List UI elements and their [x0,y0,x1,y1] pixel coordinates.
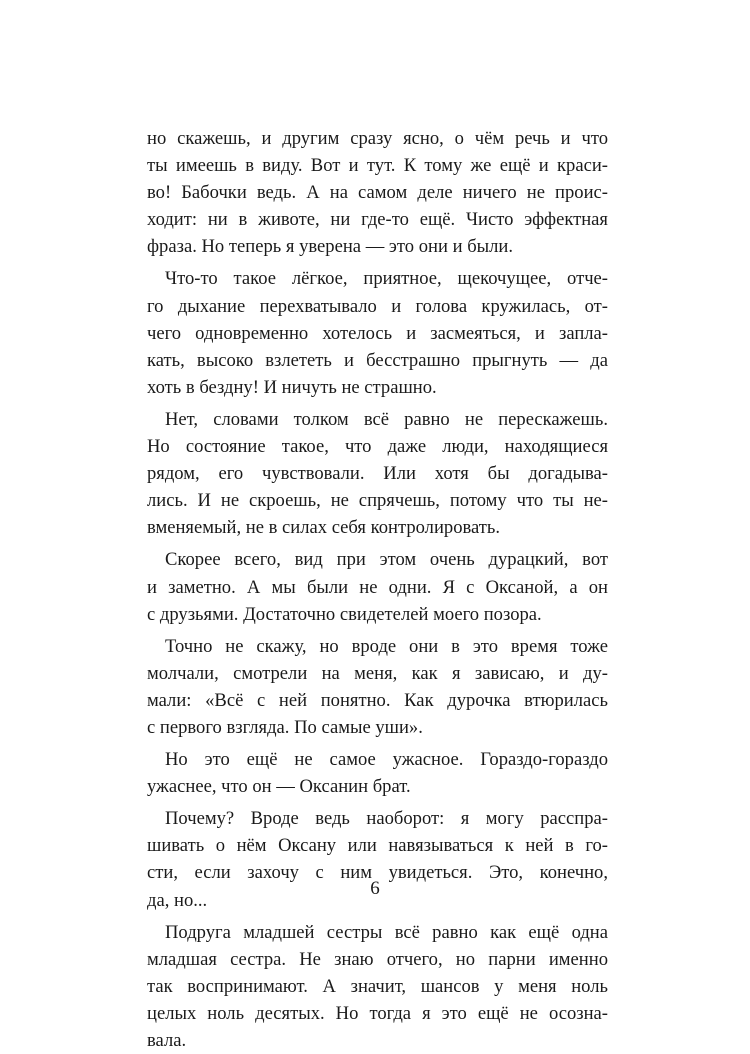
text-line: вменяемый, не в силах себя контролировать. [147,517,501,539]
page-number: 6 [370,878,380,899]
text-line: целых ноль десятых. Но тогда я это ещё не осозна- [147,1002,608,1024]
text-line: Что-то такое лёгкое, приятное, щекочущее, отче- [165,268,608,290]
text-line: ужаснее, что он — Оксанин брат. [147,776,411,798]
text-line: кать, высоко взлететь и бесстрашно прыгнуть — да [147,349,608,371]
text-line: чего одновременно хотелось и засмеяться, и запла- [147,322,608,344]
paragraph [147,546,608,627]
text-line: ты имеешь в виду. Вот и тут. К тому же ещё и краси- [147,155,608,177]
paragraph [147,406,608,541]
text-line: Точно не скажу, но вроде они в это время тоже [165,635,608,657]
text-line: го дыхание перехватывало и голова кружилась, от- [147,295,608,317]
text-line: младшая сестра. Не знаю отчего, но парни именно [147,948,608,970]
text-line: и заметно. А мы были не одни. Я с Оксаной, а он [147,576,608,598]
text-line: так воспринимают. А значит, шансов у меня ноль [147,975,608,997]
text-line: лись. И не скроешь, не спрячешь, потому что ты не- [147,490,608,512]
text-line: с первого взгляда. По самые уши». [147,716,423,738]
text-line: сти, если захочу с ним увидеться. Это, конечно, [147,862,608,884]
paragraph [147,125,608,260]
paragraph [147,633,608,741]
text-line: вала. [147,1030,187,1051]
text-line: хоть в бездну! И ничуть не страшно. [147,376,437,398]
text-line: Но это ещё не самое ужасное. Гораздо-гораздо [165,749,608,771]
text-line: с друзьями. Достаточно свидетелей моего позора. [147,603,542,625]
body-text [147,125,608,1054]
text-line: Но состояние такое, что даже люди, находящиеся [147,436,608,458]
text-line: мали: «Всё с ней понятно. Как дурочка втюрилась [147,689,608,711]
text-line: во! Бабочки ведь. А на самом деле ничего не проис- [147,182,608,204]
text-line: ходит: ни в животе, ни где-то ещё. Чисто эффектная [147,209,608,231]
text-line: шивать о нём Оксану или навязываться к ней в го- [147,835,608,857]
text-line: молчали, смотрели на меня, как я зависаю, и ду- [147,662,608,684]
paragraph [147,265,608,400]
paragraph [147,746,608,800]
text-line: да, но... [147,889,208,911]
text-line: Почему? Вроде ведь наоборот: я могу расспра- [165,808,608,830]
paragraph [147,919,608,1054]
text-line: Скорее всего, вид при этом очень дурацкий, вот [165,549,608,571]
text-line: фраза. Но теперь я уверена — это они и были. [147,236,514,258]
text-line: рядом, его чувствовали. Или хотя бы догадыва- [147,463,608,485]
text-line: но скажешь, и другим сразу ясно, о чём речь и что [147,128,608,149]
text-line: Подруга младшей сестры всё равно как ещё одна [165,921,608,943]
text-line: Нет, словами толком всё равно не перескажешь. [165,408,608,430]
